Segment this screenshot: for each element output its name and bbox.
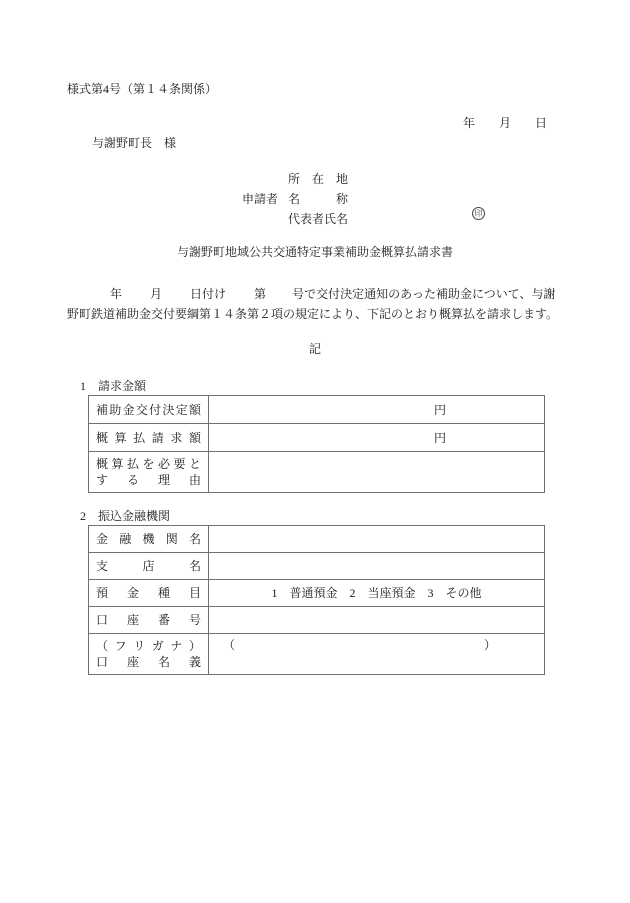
row-label-cell [89, 553, 209, 579]
applicant-representative-label: 代表者氏名 [288, 212, 349, 226]
claim-amount-table [88, 395, 545, 493]
form-number: 様式第4号（第１４条関係） [67, 82, 218, 96]
table-row-branch-name [89, 552, 544, 579]
row-label-line2: す る 理 由 [96, 473, 201, 487]
row-label-cell [89, 424, 209, 451]
table-row-account-number [89, 606, 544, 633]
row-value-cell [209, 607, 544, 633]
body-paragraph-line1 [67, 287, 577, 301]
table-row-reason [89, 451, 544, 492]
date-line: 年 月 日 [463, 116, 548, 130]
row-label: 口 座 番 号 [96, 613, 201, 627]
section2-number: 2 [80, 509, 86, 523]
record-mark: 記 [308, 342, 321, 356]
furigana-close-paren: ） [483, 638, 496, 652]
furigana-open-paren: （ [223, 638, 236, 652]
yen-unit: 円 [434, 402, 447, 417]
section2-heading [80, 509, 170, 523]
row-label-cell [89, 452, 209, 492]
row-label: 預 金 種 目 [96, 586, 201, 600]
section1-number: 1 [80, 379, 86, 393]
row-label-cell [89, 580, 209, 606]
row-label: 支 店 名 [96, 559, 201, 573]
row-label-cell [89, 607, 209, 633]
body-line1-rest: 号で交付決定通知のあった補助金について、与謝 [292, 287, 556, 301]
body-paragraph-line2: 野町鉄道補助金交付要綱第１４条第２項の規定により、下記のとおり概算払を請求します。 [67, 307, 559, 321]
addressee: 与謝野町長 様 [92, 136, 177, 150]
row-label: 概 算 払 請 求 額 [96, 430, 201, 445]
table-row-provisional-payment-amount [89, 423, 544, 451]
row-value-cell [209, 452, 544, 492]
seal-mark-icon: 印 [472, 207, 485, 220]
section1-heading [80, 379, 146, 393]
applicant-name-label: 名 称 [288, 192, 349, 206]
applicant-label: 申請者 [242, 192, 279, 206]
deposit-type-options: 1 普通預金 2 当座預金 3 その他 [271, 586, 482, 600]
row-value-cell [209, 634, 544, 674]
row-value-cell [209, 526, 544, 552]
row-label-cell [89, 396, 209, 423]
table-row-account-holder [89, 633, 544, 674]
fill-in-month: 月 [150, 287, 163, 301]
row-value-cell [209, 424, 544, 451]
row-value-cell [209, 580, 544, 606]
row-label-cell [89, 634, 209, 674]
fill-in-day: 日付け [190, 287, 227, 301]
yen-unit: 円 [434, 430, 447, 445]
row-label-line1: （ フ リ ガ ナ ） [96, 639, 201, 653]
table-row-deposit-type [89, 579, 544, 606]
fill-in-year: 年 [110, 287, 123, 301]
body-paragraph [67, 287, 577, 321]
row-label: 補助金交付決定額 [96, 402, 201, 417]
row-label-line2: 口 座 名 義 [96, 655, 201, 669]
table-row-grant-decision-amount [89, 396, 544, 423]
row-value-cell [209, 553, 544, 579]
fill-in-dai: 第 [254, 287, 267, 301]
section2-title: 振込金融機関 [98, 509, 171, 523]
row-value-cell [209, 396, 544, 423]
bank-transfer-table [88, 525, 545, 675]
row-label-line1: 概 算 払 を 必 要 と [96, 457, 201, 471]
applicant-address-label: 所 在 地 [288, 172, 349, 186]
section1-title: 請求金額 [98, 379, 147, 393]
row-label-cell [89, 526, 209, 552]
row-label: 金 融 機 関 名 [96, 532, 201, 546]
table-row-bank-name [89, 526, 544, 552]
document-title: 与謝野町地域公共交通特定事業補助金概算払請求書 [176, 245, 453, 259]
